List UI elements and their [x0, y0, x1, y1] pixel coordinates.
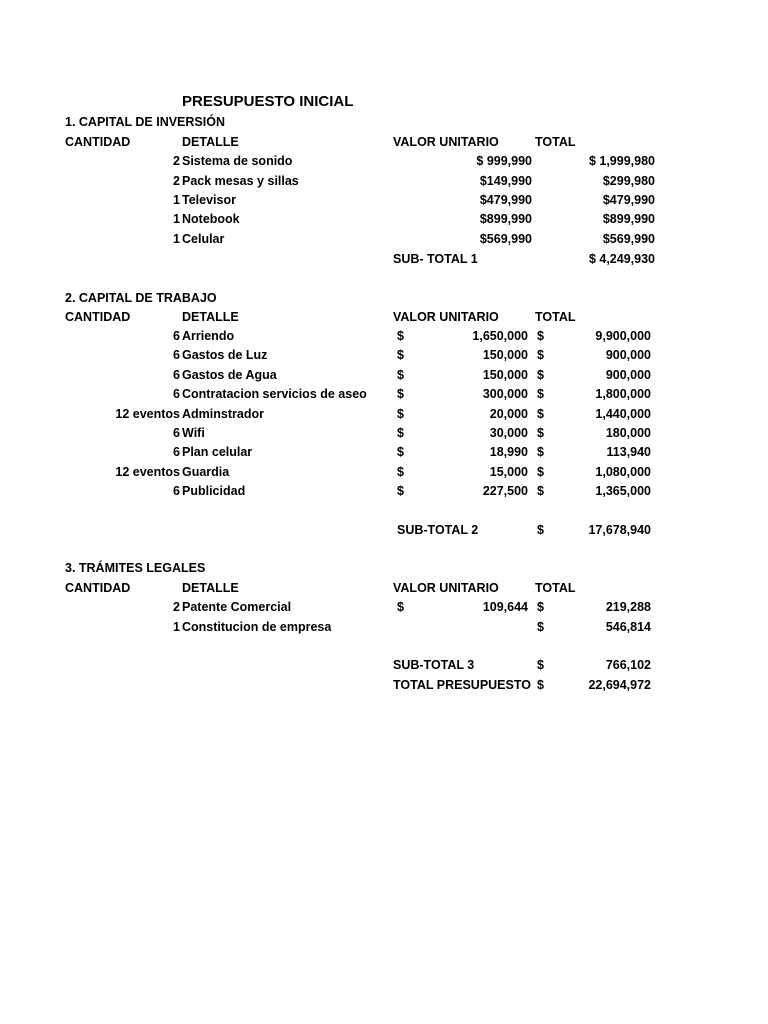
grand-total-label: TOTAL PRESUPUESTO [393, 678, 531, 692]
row-unit-currency: $ [397, 368, 404, 382]
row-detail: Wifi [182, 426, 205, 440]
row-unit-currency: $ [397, 484, 404, 498]
row-detail: Constitucion de empresa [182, 620, 332, 634]
row-unit-value: $ 999,990 [476, 154, 532, 168]
row-total-currency: $ [537, 445, 544, 459]
row-detail: Celular [182, 232, 225, 246]
grand-total-value: 22,694,972 [588, 678, 651, 692]
row-total: $569,990 [602, 232, 655, 246]
row-total: 1,800,000 [595, 387, 651, 401]
row-unit-value: $899,990 [479, 212, 532, 226]
col-header-valor-unitario: VALOR UNITARIO [393, 135, 499, 149]
section-1-heading: 1. CAPITAL DE INVERSIÓN [65, 115, 225, 129]
row-quantity: 6 [173, 329, 180, 343]
row-quantity: 2 [173, 174, 180, 188]
section-3-heading: 3. TRÁMITES LEGALES [65, 561, 206, 575]
row-unit-currency: $ [397, 426, 404, 440]
row-unit-value: $569,990 [479, 232, 532, 246]
row-unit-value: 227,500 [482, 484, 528, 498]
row-unit-value: 1,650,000 [472, 329, 528, 343]
col-header-detalle: DETALLE [182, 581, 239, 595]
subtotal-3-currency: $ [537, 658, 544, 672]
row-total: $ 1,999,980 [588, 154, 655, 168]
subtotal-2-value: 17,678,940 [588, 523, 651, 537]
row-unit-currency: $ [397, 407, 404, 421]
row-total: 9,900,000 [595, 329, 651, 343]
row-quantity: 1 [173, 620, 180, 634]
col-header-valor-unitario: VALOR UNITARIO [393, 310, 499, 324]
row-total-currency: $ [537, 620, 544, 634]
row-unit-currency: $ [397, 445, 404, 459]
row-total: 1,365,000 [595, 484, 651, 498]
row-total-currency: $ [537, 426, 544, 440]
row-total-currency: $ [537, 407, 544, 421]
row-unit-currency: $ [397, 348, 404, 362]
page-title: PRESUPUESTO INICIAL [182, 93, 354, 110]
row-unit-value: 150,000 [482, 368, 528, 382]
row-detail: Notebook [182, 212, 240, 226]
subtotal-1-label: SUB- TOTAL 1 [393, 252, 478, 266]
row-detail: Publicidad [182, 484, 246, 498]
row-total-currency: $ [537, 329, 544, 343]
row-unit-currency: $ [397, 600, 404, 614]
row-unit-currency: $ [397, 329, 404, 343]
col-header-valor-unitario: VALOR UNITARIO [393, 581, 499, 595]
row-detail: Pack mesas y sillas [182, 174, 299, 188]
row-total: 546,814 [605, 620, 651, 634]
col-header-detalle: DETALLE [182, 135, 239, 149]
row-total: $299,980 [602, 174, 655, 188]
subtotal-1-value: $ 4,249,930 [588, 252, 655, 266]
row-unit-value: $479,990 [479, 193, 532, 207]
row-unit-value: 15,000 [489, 465, 528, 479]
row-quantity: 1 [173, 232, 180, 246]
row-detail: Televisor [182, 193, 236, 207]
subtotal-3-value: 766,102 [605, 658, 651, 672]
row-unit-currency: $ [397, 387, 404, 401]
row-total: 180,000 [605, 426, 651, 440]
row-detail: Sistema de sonido [182, 154, 293, 168]
row-quantity: 2 [173, 600, 180, 614]
subtotal-2-currency: $ [537, 523, 544, 537]
row-quantity: 6 [173, 387, 180, 401]
row-total: 1,080,000 [595, 465, 651, 479]
col-header-cantidad: CANTIDAD [65, 310, 131, 324]
row-unit-value: 109,644 [482, 600, 528, 614]
row-total: 900,000 [605, 348, 651, 362]
row-total: 113,940 [606, 445, 651, 459]
row-unit-value: 18,990 [489, 445, 528, 459]
row-unit-value: 150,000 [482, 348, 528, 362]
row-total-currency: $ [537, 465, 544, 479]
row-total: 900,000 [605, 368, 651, 382]
row-total: 1,440,000 [595, 407, 651, 421]
row-quantity: 6 [173, 368, 180, 382]
row-total-currency: $ [537, 387, 544, 401]
row-quantity: 6 [173, 484, 180, 498]
row-unit-value: 300,000 [482, 387, 528, 401]
row-quantity: 2 [173, 154, 180, 168]
row-quantity: 1 [173, 193, 180, 207]
row-detail: Gastos de Luz [182, 348, 268, 362]
row-total: $899,990 [602, 212, 655, 226]
col-header-cantidad: CANTIDAD [65, 581, 131, 595]
row-unit-value: $149,990 [479, 174, 532, 188]
row-total: $479,990 [602, 193, 655, 207]
subtotal-3-label: SUB-TOTAL 3 [393, 658, 475, 672]
row-detail: Arriendo [182, 329, 235, 343]
row-total-currency: $ [537, 368, 544, 382]
row-quantity: 6 [173, 445, 180, 459]
row-quantity: 6 [173, 426, 180, 440]
row-quantity: 12 eventos [115, 407, 180, 421]
row-quantity: 12 eventos [115, 465, 180, 479]
row-quantity: 1 [173, 212, 180, 226]
row-unit-currency: $ [397, 465, 404, 479]
row-detail: Contratacion servicios de aseo [182, 387, 367, 401]
row-detail: Patente Comercial [182, 600, 292, 614]
row-unit-value: 20,000 [489, 407, 528, 421]
row-detail: Gastos de Agua [182, 368, 277, 382]
subtotal-2-label: SUB-TOTAL 2 [397, 523, 479, 537]
row-detail: Guardia [182, 465, 230, 479]
col-header-total: TOTAL [535, 581, 576, 595]
row-unit-value: 30,000 [489, 426, 528, 440]
row-quantity: 6 [173, 348, 180, 362]
row-total-currency: $ [537, 600, 544, 614]
col-header-detalle: DETALLE [182, 310, 239, 324]
row-total: 219,288 [605, 600, 651, 614]
section-2-heading: 2. CAPITAL DE TRABAJO [65, 291, 217, 305]
row-detail: Plan celular [182, 445, 253, 459]
col-header-cantidad: CANTIDAD [65, 135, 131, 149]
grand-total-currency: $ [537, 678, 544, 692]
col-header-total: TOTAL [535, 310, 576, 324]
row-detail: Adminstrador [182, 407, 264, 421]
row-total-currency: $ [537, 348, 544, 362]
col-header-total: TOTAL [535, 135, 576, 149]
row-total-currency: $ [537, 484, 544, 498]
